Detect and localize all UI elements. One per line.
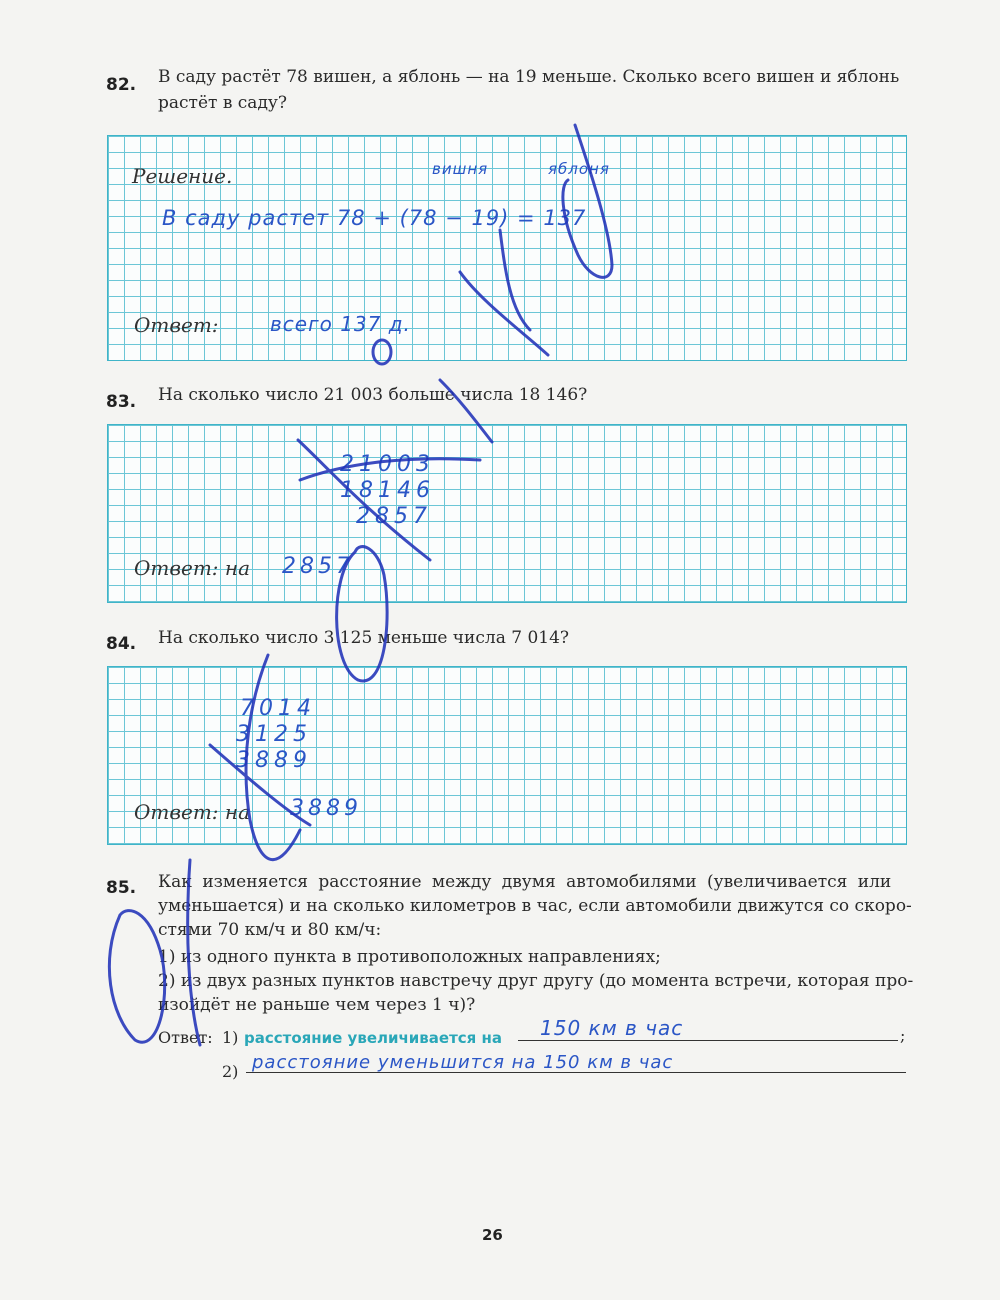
problem-84-hand-result: 3889 [236,748,312,773]
problem-82-text-line2: растёт в саду? [158,93,288,113]
problem-84-answer-label: Ответ: на [134,800,250,824]
problem-85-text-line2: уменьшается) и на сколько километров в час, если автомобили движутся со скоро- [158,896,912,916]
problem-85-answer2-hand: расстояние уменьшится на 150 км в час [252,1052,674,1073]
problem-82-text-line1: В саду растёт 78 вишен, а яблонь — на 19 меньше. Сколько всего вишен и яблонь [158,67,900,87]
problem-85-answer1-number: 1) [222,1028,239,1047]
problem-82-solution-label: Решение. [132,164,233,188]
problem-84-number: 84. [106,634,137,654]
page-number: 26 [482,1226,503,1244]
problem-85-answer1-end: ; [900,1026,906,1045]
problem-83-hand-subtrahend: 18146 [340,478,435,503]
problem-82-hand-note-cherry: вишня [432,160,489,178]
problem-83-text: На сколько число 21 003 больше числа 18 146? [158,385,588,405]
problem-82-number: 82. [106,75,137,95]
problem-84-hand-answer: 3889 [290,796,362,821]
problem-83-hand-answer: 2857 [282,554,354,579]
problem-83-hand-minuend: 21003 [340,452,435,477]
problem-85-answer-label: Ответ: [158,1028,213,1047]
problem-85-answer2-number: 2) [222,1062,239,1081]
problem-82-hand-note-apple: яблоня [548,160,610,178]
problem-82-answer-label: Ответ: [134,313,219,337]
grade-mark-82 [563,125,612,277]
grade-mark-84 [246,655,300,860]
problem-84-hand-subtrahend: 3125 [236,722,312,747]
problem-85-item2-line1: 2) из двух разных пунктов навстречу друг другу (до момента встречи, которая про- [158,971,914,991]
problem-85-text-line1: Как изменяется расстояние между двумя автомобилями (увеличивается или [158,872,892,892]
problem-83-hand-result: 2857 [356,504,432,529]
problem-82-hand-answer: всего 137 д. [270,312,411,336]
problem-85-item2-line2: изойдёт не раньше чем через 1 ч)? [158,995,476,1015]
grade-mark-zero [373,340,391,364]
problem-85-number: 85. [106,878,137,898]
problem-83-number: 83. [106,392,137,412]
problem-85-answer1-hand: 150 км в час [540,1016,684,1040]
problem-85-text-line3: стями 70 км/ч и 80 км/ч: [158,920,382,940]
grade-mark-85 [109,911,164,1043]
problem-82-hand-solution: В саду растет 78 + (78 − 19) = 137 [162,206,587,230]
problem-84-text: На сколько число 3 125 меньше числа 7 014? [158,628,570,648]
problem-83-answer-label: Ответ: на [134,556,250,580]
problem-84-hand-minuend: 7014 [240,696,316,721]
problem-85-answer1-printed: расстояние увеличивается на [244,1029,503,1047]
problem-85-item1: 1) из одного пункта в противоположных направлениях; [158,947,661,967]
